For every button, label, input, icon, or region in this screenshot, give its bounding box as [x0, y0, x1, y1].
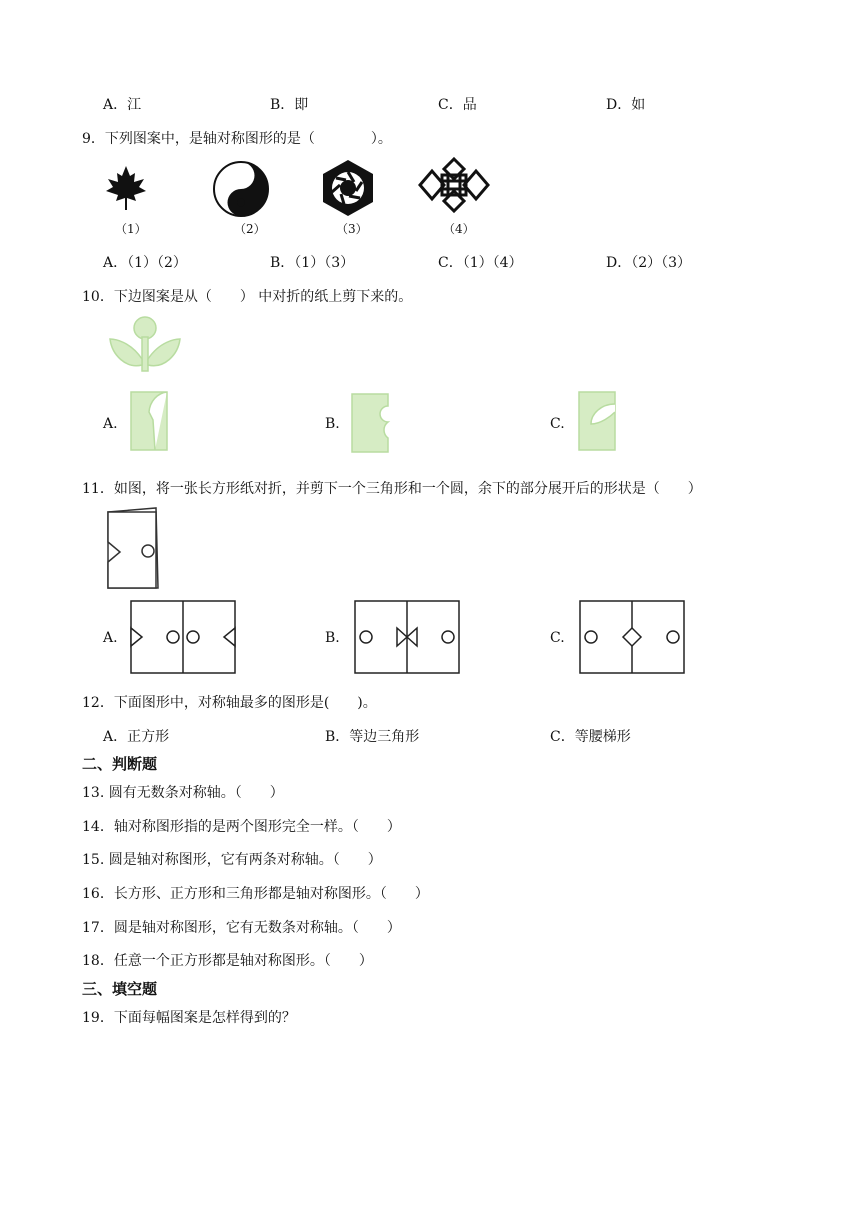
endless-knot-icon	[418, 156, 490, 214]
q19: 19．下面每幅图案是怎样得到的？	[82, 1010, 296, 1026]
q10-option-b-label[interactable]: B.	[325, 416, 340, 432]
q15[interactable]: 15. 圆是轴对称图形，它有两条对称轴。（ ）	[82, 852, 382, 868]
q9-question: 9．下列图案中，是轴对称图形的是（ ）。	[82, 131, 392, 147]
maple-leaf-icon	[104, 164, 148, 212]
q8-option-c[interactable]: C．品	[438, 97, 477, 113]
q11-question: 11．如图，将一张长方形纸对折，并剪下一个三角形和一个圆，余下的部分展开后的形状是（ ）	[82, 481, 702, 497]
q11-option-c-label[interactable]: C.	[550, 630, 565, 646]
q11-option-b-figure[interactable]	[354, 600, 460, 674]
q12-option-b[interactable]: B．等边三角形	[325, 729, 420, 745]
q11-option-a-figure[interactable]	[130, 600, 236, 674]
q8-option-b[interactable]: B．即	[270, 97, 309, 113]
q16[interactable]: 16．长方形、正方形和三角形都是轴对称图形。（ ）	[82, 886, 429, 902]
q9-caption-2: （2）	[234, 222, 266, 236]
q13[interactable]: 13. 圆有无数条对称轴。（ ）	[82, 785, 284, 801]
q9-option-a[interactable]: A．（1）（2）	[103, 255, 187, 271]
q8-option-d[interactable]: D．如	[606, 97, 646, 113]
q17[interactable]: 17．圆是轴对称图形，它有无数条对称轴。（ ）	[82, 920, 401, 936]
flower-pattern-image	[108, 315, 182, 373]
q10-option-a-cutout[interactable]	[129, 390, 169, 452]
q10-question: 10．下边图案是从（ ） 中对折的纸上剪下来的。	[82, 289, 413, 305]
q9-option-d[interactable]: D．（2）（3）	[606, 255, 692, 271]
q12-question: 12．下面图形中，对称轴最多的图形是( )。	[82, 695, 377, 711]
q18[interactable]: 18．任意一个正方形都是轴对称图形。（ ）	[82, 953, 373, 969]
q12-option-a[interactable]: A．正方形	[103, 729, 170, 745]
q11-option-b-label[interactable]: B.	[325, 630, 340, 646]
q10-option-c-cutout[interactable]	[577, 390, 617, 452]
q9-caption-4: （4）	[443, 222, 475, 236]
q9-caption-1: （1）	[115, 222, 147, 236]
q11-option-a-label[interactable]: A.	[103, 630, 118, 646]
q9-caption-3: （3）	[336, 222, 368, 236]
q12-option-c[interactable]: C．等腰梯形	[550, 729, 631, 745]
q10-option-c-label[interactable]: C.	[550, 416, 565, 432]
q14[interactable]: 14．轴对称图形指的是两个图形完全一样。（ ）	[82, 819, 401, 835]
q9-option-b[interactable]: B．（1）（3）	[270, 255, 355, 271]
q9-option-c[interactable]: C．（1）（4）	[438, 255, 523, 271]
yin-yang-icon	[212, 160, 270, 218]
q11-folded-paper-figure	[102, 506, 164, 592]
section-heading-fill-in: 三、填空题	[82, 980, 158, 998]
q8-option-a[interactable]: A．江	[103, 97, 142, 113]
section-heading-judgement: 二、判断题	[82, 755, 158, 773]
q11-option-c-figure[interactable]	[579, 600, 685, 674]
q10-option-a-label[interactable]: A.	[103, 416, 118, 432]
hexagon-aperture-icon	[320, 158, 376, 218]
q10-option-b-cutout[interactable]	[350, 392, 390, 454]
